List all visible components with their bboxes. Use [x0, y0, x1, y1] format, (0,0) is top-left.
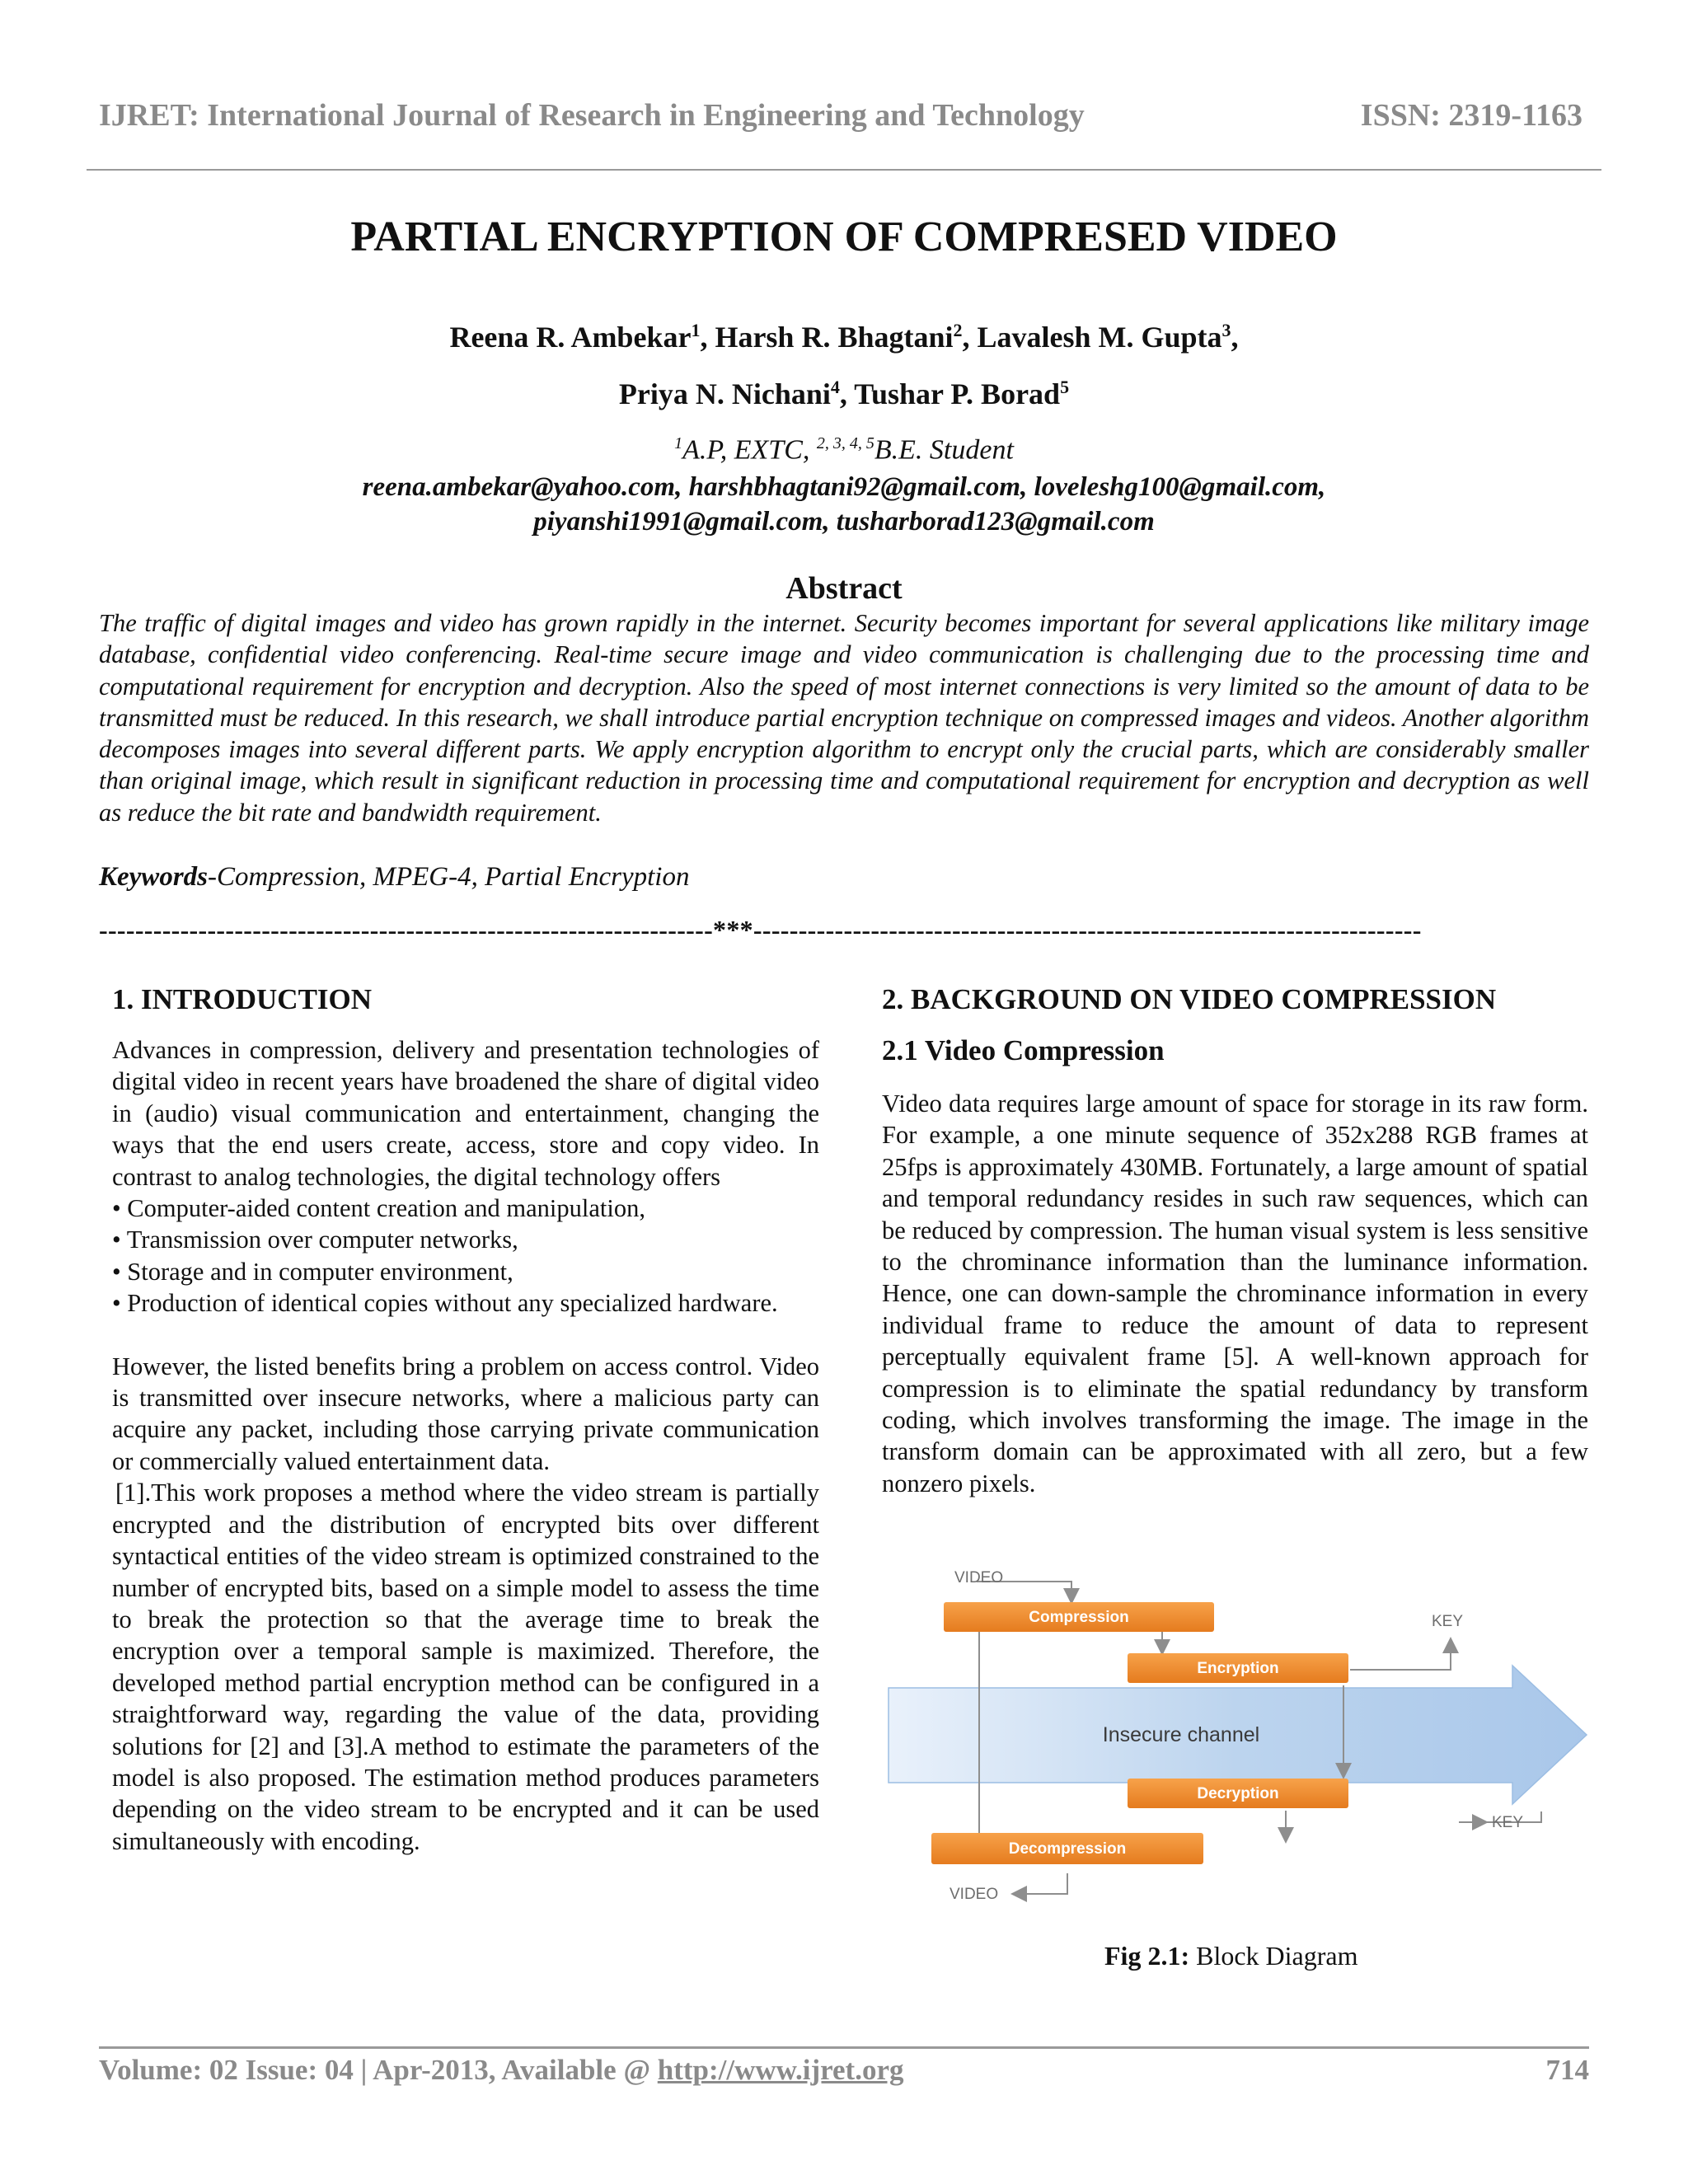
footer-divider [99, 2046, 1589, 2049]
intro-section [112, 1034, 819, 1857]
subsection-heading-text: 2.1 Video Compression [882, 1034, 1165, 1066]
authors-line-2: Priya N. Nichani$^4$, Tushar P. Borad$^5$ [618, 377, 1070, 410]
figure-caption-text: Block Diagram [1189, 1941, 1358, 1971]
keywords-label: Keywords [99, 862, 208, 892]
affil-text: B.E. Student [874, 434, 1014, 466]
decryption-label: Decryption [1197, 1785, 1279, 1802]
intro-heading-text: 1. INTRODUCTION [112, 983, 373, 1015]
decompression-label: Decompression [1008, 1840, 1127, 1858]
figure-caption-label: Fig 2.1: [1104, 1941, 1190, 1971]
intro-bullet: • Computer-aided content creation and manipulation, [112, 1194, 645, 1223]
abstract-heading: Abstract [785, 571, 903, 606]
key-bottom-label: KEY [1492, 1814, 1524, 1831]
author-name: Reena R. Ambekar [449, 321, 692, 354]
intro-bullet: • Storage and in computer environment, [112, 1257, 513, 1286]
key-top-label: KEY [1432, 1613, 1464, 1630]
author-name: Lavalesh M. Gupta [977, 321, 1222, 354]
journal-link[interactable]: http://www.ijret.org [657, 2054, 904, 2086]
compression-label: Compression [1029, 1609, 1129, 1626]
footer-volume-text: Volume: 02 Issue: 04 | Apr-2013, Available @ [99, 2054, 658, 2086]
affil-index: 2, 3, 4, 5 [816, 434, 874, 452]
video-in-label: VIDEO [954, 1569, 1004, 1586]
encryption-label: Encryption [1197, 1660, 1279, 1677]
issn: ISSN: 2319-1163 [1360, 98, 1582, 133]
affil-index: 1 [674, 434, 683, 452]
subsection-heading [882, 1034, 1588, 1067]
affiliations [0, 434, 1688, 466]
section-divider: --------------------------------------------------------------------***-------------------------------------------------------------------------- [99, 915, 1422, 944]
emails-line-1: reena.ambekar@yahoo.com, harshbhagtani92@gmail.com, loveleshg100@gmail.com, [362, 472, 1326, 502]
affil-text: A.P, EXTC, [682, 434, 817, 466]
footer-volume [99, 2054, 904, 2087]
author-index: 2 [953, 320, 963, 340]
background-heading-text: 2. BACKGROUND ON VIDEO COMPRESSION [882, 983, 1497, 1015]
abstract-body: The traffic of digital images and video has grown rapidly in the internet. Security becomes important for several applications like military image database, confidential video conferencing. Real-time secure image and video communication is challenging due to the processing time and computational requirement for encryption and decryption. Also the speed of most internet connections is very limited so the amount of data to be transmitted must be reduced. In this research, we shall introduce partial encryption technique on compressed images and videos. Another algorithm decomposes images into several different parts. We apply encryption algorithm to encrypt only the crucial parts, which are considerably smaller than original image, which result in significant reduction in processing time and computational requirement for encryption and decryption as well as reduce the bit rate and bandwidth requirement. [99, 609, 1589, 827]
background-heading [882, 983, 1588, 1016]
intro-bullet: • Production of identical copies without any specialized hardware. [112, 1289, 778, 1318]
paragraph-gap [112, 1319, 819, 1351]
intro-paragraph-1: Advances in compression, delivery and presentation technologies of digital video in recent years have broadened the share of digital video in (audio) visual communication and entertainment, changing the ways that the end users create, access, store and copy video. In contrast to analog technologies, the digital technology offers [112, 1036, 819, 1191]
author-name: Harsh R. Bhagtani [715, 321, 954, 354]
emails-line-2: piyanshi1991@gmail.com, tusharborad123@gmail.com [533, 507, 1155, 537]
author-index: 3 [1221, 320, 1231, 340]
intro-bullet: • Transmission over computer networks, [112, 1226, 518, 1254]
page-number: 714 [1545, 2054, 1589, 2086]
author-index: 4 [830, 377, 840, 397]
keywords [99, 862, 689, 893]
journal-name: IJRET: International Journal of Research in Engineering and Technology [99, 98, 1085, 133]
keywords-text: -Compression, MPEG-4, Partial Encryption [208, 862, 690, 892]
author-index: 5 [1060, 377, 1070, 397]
author-index: 1 [691, 320, 701, 340]
author-name: Tushar P. Borad [854, 377, 1061, 410]
header-divider [87, 169, 1601, 171]
background-paragraph-1: Video data requires large amount of space for storage in its raw form. For example, a one minute sequence of 352x288 RGB frames at 25fps is approximately 430MB. Fortunately, a large amount of spatial and temporal redundancy resides in such raw sequences, which can be reduced by compression. The human visual system is less sensitive to the chrominance information than the luminance information. Hence, one can down-sample the chrominance information in every individual frame to reduce the amount of data to represent perceptually equivalent frame [5]. A well-known approach for compression is to eliminate the spatial redundancy by transform coding, which involves transforming the image. The image in the transform domain can be approximated with all zero, but a few nonzero pixels. [882, 1090, 1588, 1497]
background-section [882, 1088, 1588, 1499]
author-name: Priya N. Nichani [618, 377, 831, 410]
intro-paragraph-3: [1].This work proposes a method where the video stream is partially encrypted and the distribution of encrypted bits over different syntactical entities of the video stream is optimized constrained to the number of encrypted bits, based on a simple model to assess the time to break the protection so that the average time to break the encryption over a temporal sample is maximized. Therefore, the developed method partial encryption method can be configured in a straightforward way, regarding the value of the data, providing solutions for [2] and [3].A method to estimate the parameters of the model is also proposed. The estimation method produces parameters depending on the video stream to be encrypted and it can be used simultaneously with encoding. [112, 1479, 819, 1855]
authors-line-1: Reena R. Ambekar$^1$, Harsh R. Bhagtani$^2$, Lavalesh M. Gupta$^3$, [449, 320, 1239, 354]
video-out-label: VIDEO [950, 1886, 999, 1903]
intro-paragraph-2: However, the listed benefits bring a problem on access control. Video is transmitted over insecure networks, where a malicious party can acquire any packet, including those carrying private communication or commercially valued entertainment data. [112, 1352, 819, 1475]
paper-title: PARTIAL ENCRYPTION OF COMPRESED VIDEO [350, 213, 1338, 260]
figure-caption [1104, 1941, 1357, 1971]
intro-heading [112, 983, 819, 1016]
block-diagram [882, 1560, 1589, 1917]
channel-label: Insecure channel [1102, 1723, 1260, 1746]
